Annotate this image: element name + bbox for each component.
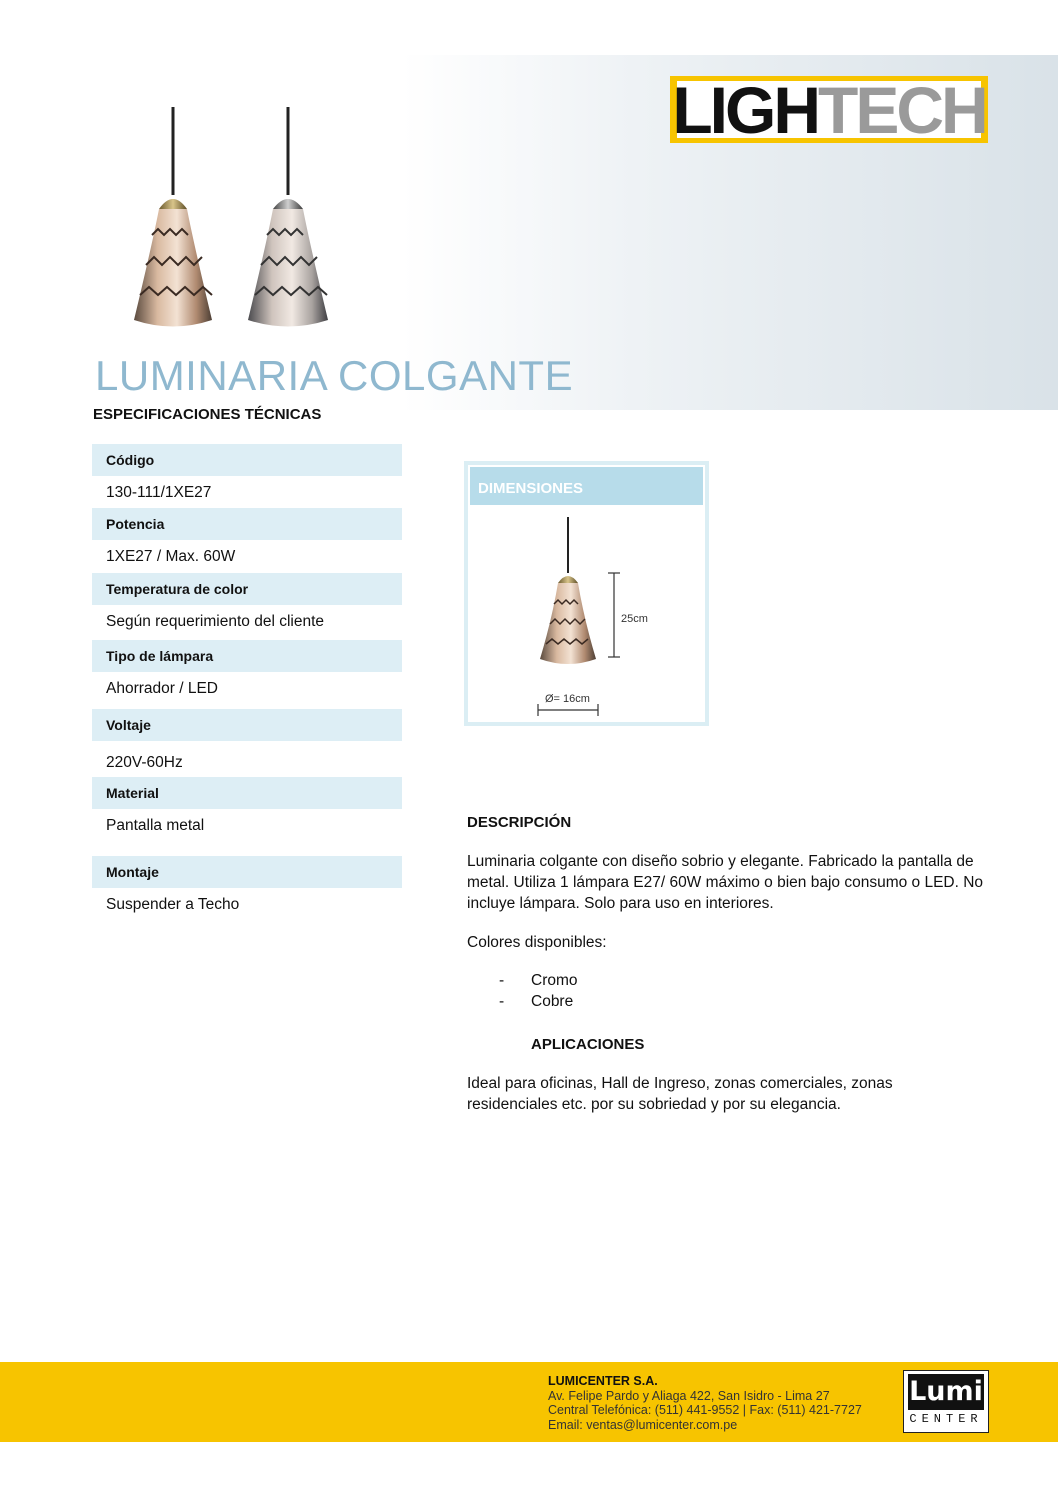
spec-value-codigo: 130-111/1XE27 xyxy=(106,484,212,501)
company-name: LUMICENTER S.A. xyxy=(548,1374,658,1388)
color-option: Cobre xyxy=(531,993,574,1010)
company-address: Av. Felipe Pardo y Aliaga 422, San Isidro - Lima 27 xyxy=(548,1388,830,1403)
lumicenter-logo xyxy=(903,1370,989,1433)
lamp-copper-icon xyxy=(134,107,212,327)
company-email: Email: ventas@lumicenter.com.pe xyxy=(548,1417,738,1432)
spec-label-potencia: Potencia xyxy=(92,508,402,540)
lamp-diagram-icon xyxy=(540,517,596,664)
colors-label: Colores disponibles: xyxy=(467,934,607,951)
description-text: Luminaria colgante con diseño sobrio y elegante. Fabricado la pantalla de metal. Utiliza 1 lámpara E27/ 60W máximo o bien bajo consumo o LED. No incluye lámpara. Solo para uso en interiores. xyxy=(467,853,984,912)
specs-table xyxy=(92,444,402,920)
dimensions-panel xyxy=(464,461,709,726)
description-section xyxy=(467,812,987,1133)
list-item xyxy=(467,991,987,1012)
lightech-logo xyxy=(670,72,988,147)
applications-heading: APLICACIONES xyxy=(531,1036,645,1053)
company-phones: Central Telefónica: (511) 441-9552 | Fax: (511) 421-7727 xyxy=(548,1403,862,1417)
lumi-logo-word: Lumi xyxy=(908,1374,984,1410)
spec-value-voltaje: 220V-60Hz xyxy=(106,754,183,771)
bullet: - xyxy=(499,993,505,1010)
spec-label-temperatura: Temperatura de color xyxy=(92,573,402,605)
spec-label-material: Material xyxy=(92,777,402,809)
applications-text: Ideal para oficinas, Hall de Ingreso, zonas comerciales, zonas residenciales etc. por su sobriedad y por su elegancia. xyxy=(467,1075,893,1113)
dimension-height-label: 25cm xyxy=(621,613,648,625)
spec-label-voltaje: Voltaje xyxy=(92,709,402,741)
dimensions-heading: DIMENSIONES xyxy=(470,467,703,505)
spec-value-tipo-lampara: Ahorrador / LED xyxy=(106,680,218,697)
colors-list xyxy=(467,970,987,1012)
list-item xyxy=(467,970,987,991)
specs-heading: ESPECIFICACIONES TÉCNICAS xyxy=(93,406,322,423)
description-heading: DESCRIPCIÓN xyxy=(467,814,572,831)
spec-value-temperatura: Según requerimiento del cliente xyxy=(106,613,324,630)
lumi-logo-sub: CENTER xyxy=(909,1412,983,1426)
spec-value-montaje: Suspender a Techo xyxy=(106,896,240,913)
product-image xyxy=(118,105,348,335)
product-title: LUMINARIA COLGANTE xyxy=(95,352,574,399)
spec-value-potencia: 1XE27 / Max. 60W xyxy=(106,548,236,565)
footer xyxy=(0,1362,1058,1442)
logo-text-light: TECH xyxy=(818,72,986,147)
dimension-diameter-label: Ø= 16cm xyxy=(545,693,590,705)
lamp-chrome-icon xyxy=(248,107,328,327)
logo-text-dark: LIGH xyxy=(672,72,818,147)
dimensions-drawing xyxy=(468,509,705,724)
spec-label-montaje: Montaje xyxy=(92,856,402,888)
spec-label-codigo: Código xyxy=(92,444,402,476)
color-option: Cromo xyxy=(531,972,578,989)
spec-value-material: Pantalla metal xyxy=(106,817,205,834)
company-info xyxy=(548,1374,862,1432)
spec-label-tipo-lampara: Tipo de lámpara xyxy=(92,640,402,672)
bullet: - xyxy=(499,972,505,989)
